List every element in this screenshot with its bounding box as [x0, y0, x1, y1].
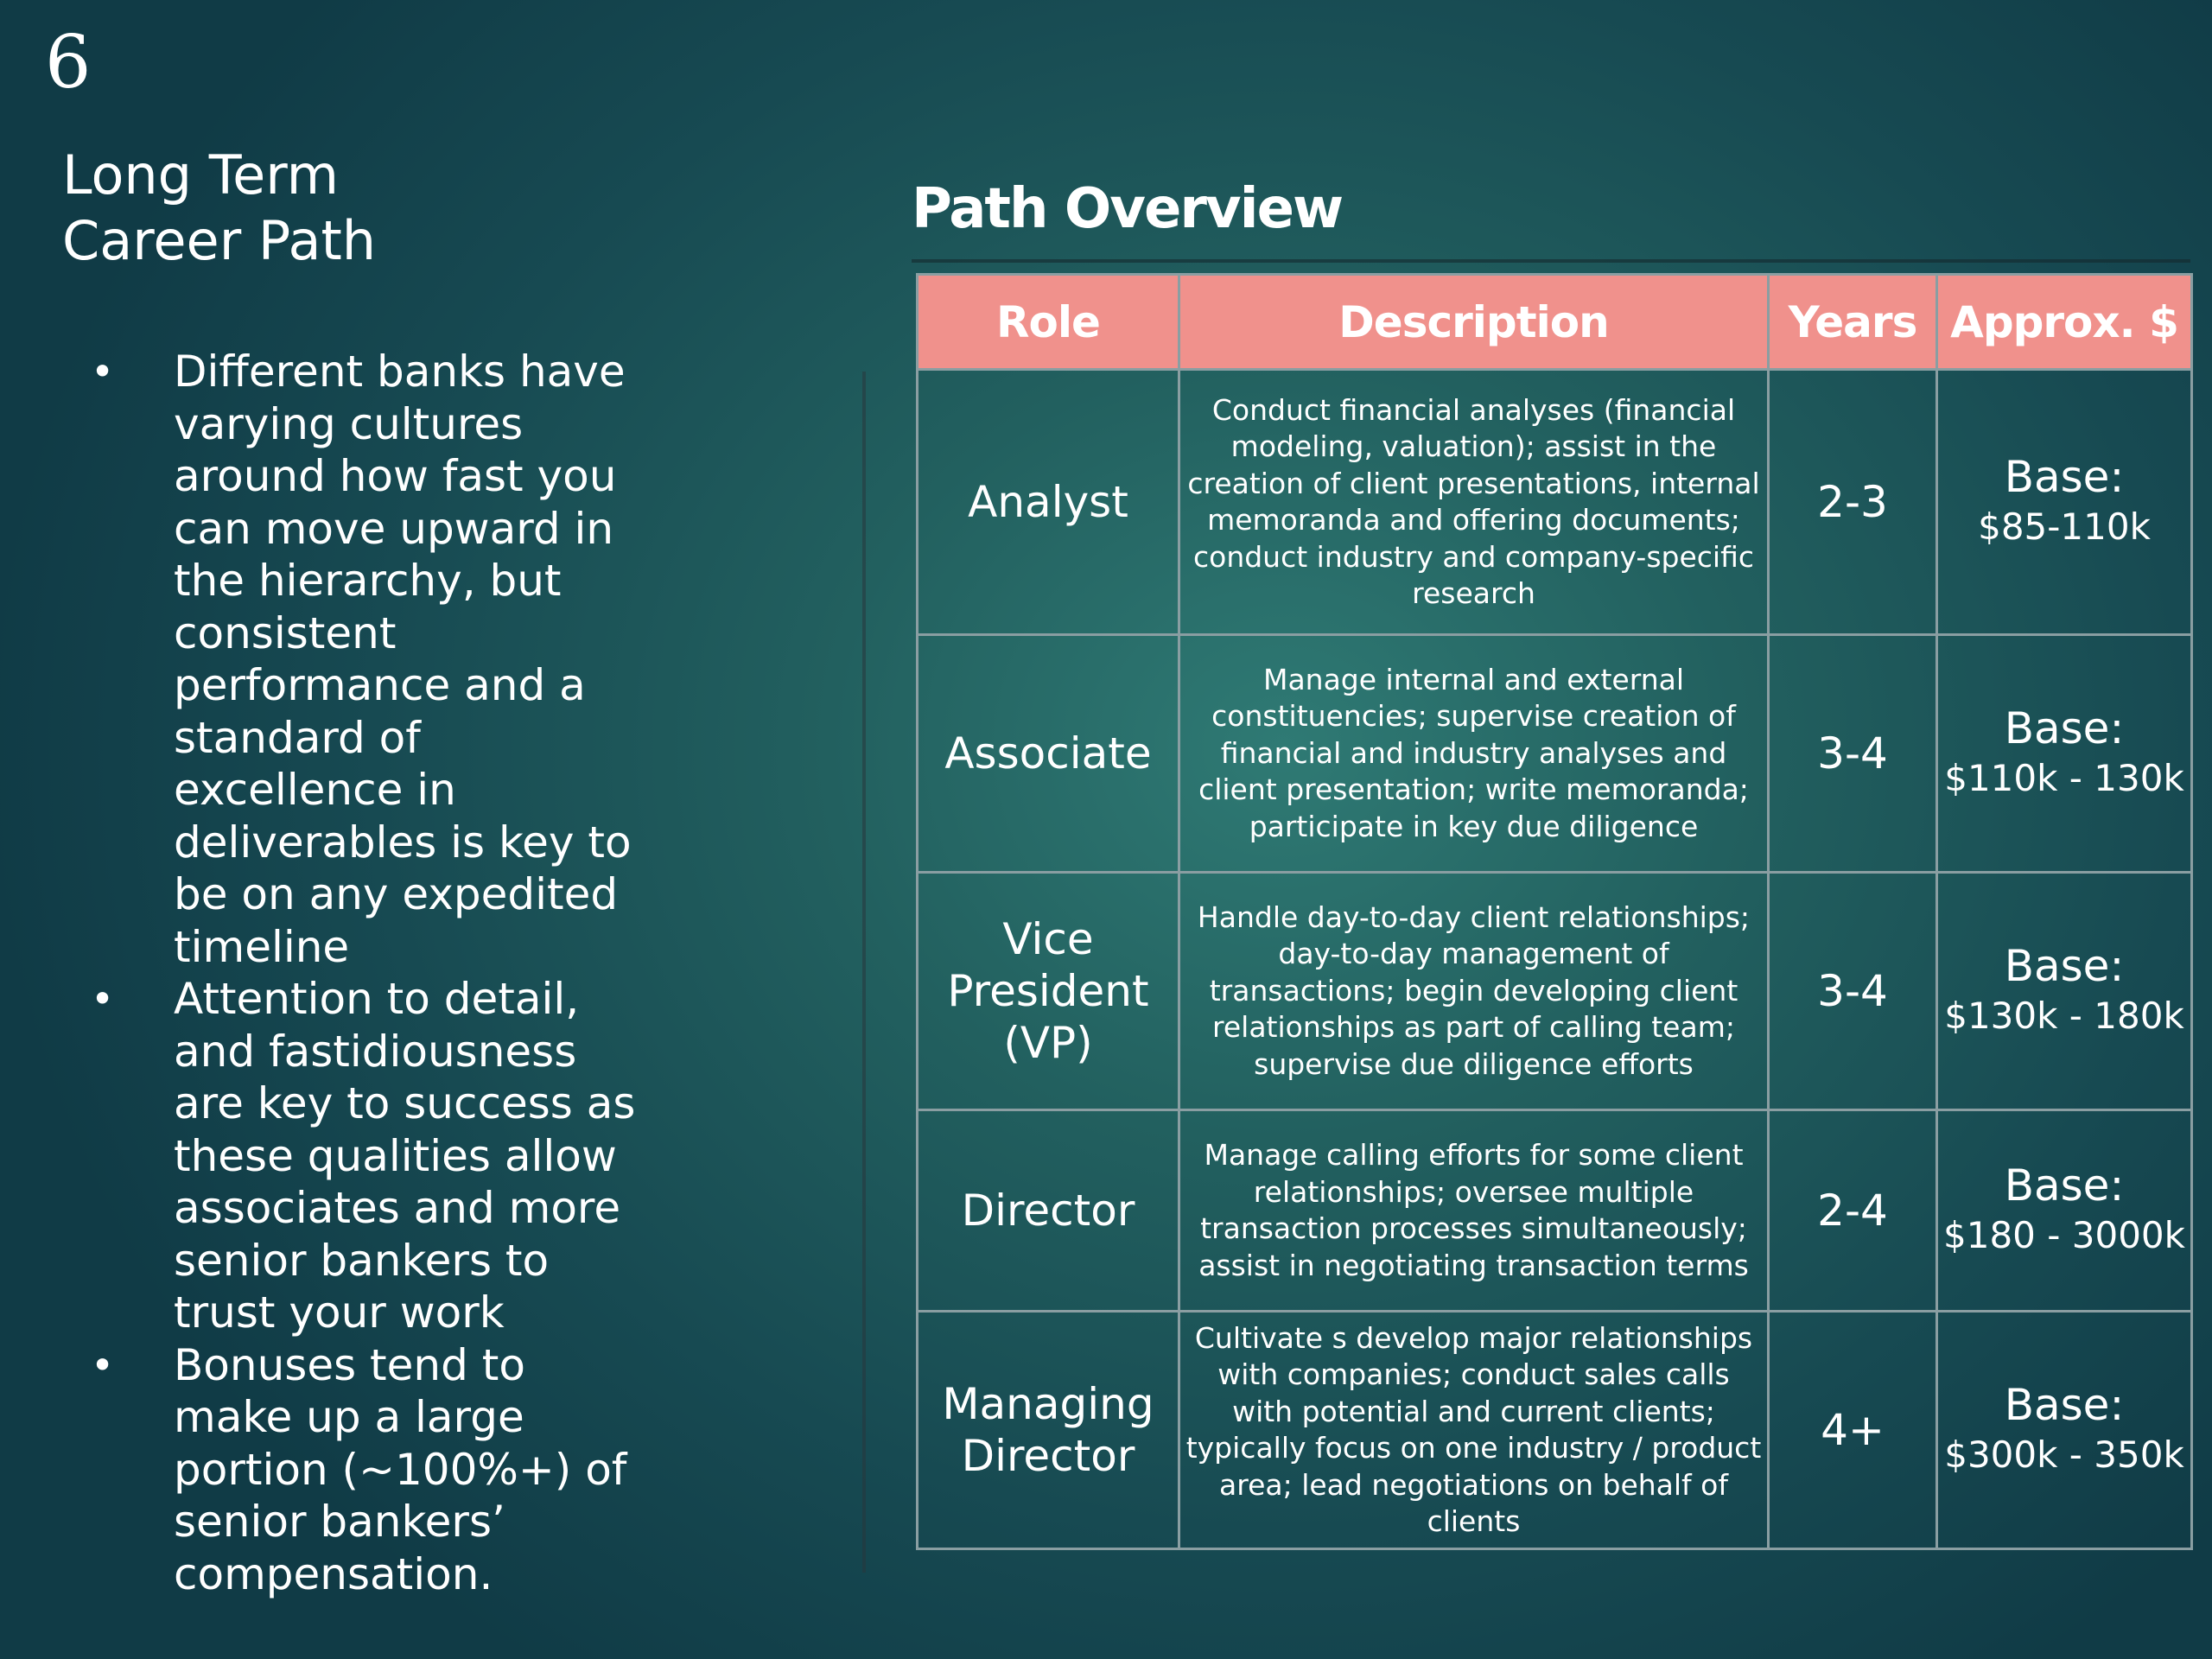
pay-label: Base: — [2004, 1160, 2125, 1211]
description-cell: Conduct financial analyses (financial modeling, valuation); assist in the creation of client presentations, internal memoranda and offering documents; conduct industry and company-specific research — [1179, 370, 1769, 635]
career-path-table — [916, 273, 2193, 1550]
bullet-list — [82, 346, 644, 1600]
pay-range: $85-110k — [1978, 505, 2151, 548]
pay-label: Base: — [2004, 1380, 2125, 1430]
table-heading: Path Overview — [912, 177, 1343, 241]
pay-label: Base: — [2004, 703, 2125, 753]
table-header-row — [918, 275, 2192, 370]
role-cell: Associate — [918, 635, 1179, 873]
table-row — [918, 1312, 2192, 1549]
table-row — [918, 1110, 2192, 1312]
table-row — [918, 873, 2192, 1110]
description-cell: Manage internal and external constituencies; supervise creation of financial and industry analyses and client presentation; write memoranda; participate in key due diligence — [1179, 635, 1769, 873]
pay-range: $110k - 130k — [1944, 757, 2184, 799]
role-cell: Vice President (VP) — [918, 873, 1179, 1110]
pay-cell — [1937, 370, 2192, 635]
years-cell: 3-4 — [1769, 873, 1937, 1110]
heading-rule — [912, 259, 2190, 263]
pay-label: Base: — [2004, 452, 2125, 502]
pay-label: Base: — [2004, 941, 2125, 991]
years-cell: 3-4 — [1769, 635, 1937, 873]
years-cell: 2-4 — [1769, 1110, 1937, 1312]
pay-range: $180 - 3000k — [1943, 1214, 2185, 1256]
pay-cell — [1937, 1110, 2192, 1312]
table-row — [918, 370, 2192, 635]
column-header-approx-pay: Approx. $ — [1937, 275, 2192, 370]
bullet-item: • Attention to detail, and fastidiousness are key to success as these qualities allow associates and more senior bankers to trust your work — [82, 973, 644, 1339]
role-cell: Analyst — [918, 370, 1179, 635]
slide-number: 6 — [45, 20, 92, 105]
column-header-description: Description — [1179, 275, 1769, 370]
pay-range: $130k - 180k — [1944, 995, 2184, 1037]
bullet-item: • Different banks have varying cultures around how fast you can move upward in the hierarchy, but consistent performance and a standard of excellence in deliverables is key to be on any expedited timeline — [82, 346, 644, 973]
years-cell: 4+ — [1769, 1312, 1937, 1549]
pay-cell — [1937, 635, 2192, 873]
description-cell: Cultivate s develop major relationships with companies; conduct sales calls with potential and current clients; typically focus on one industry / product area; lead negotiations on behalf of clients — [1179, 1312, 1769, 1549]
description-cell: Manage calling efforts for some client relationships; oversee multiple transaction processes simultaneously; assist in negotiating transaction terms — [1179, 1110, 1769, 1312]
slide-title-line: Long Term — [62, 143, 340, 207]
table-row — [918, 635, 2192, 873]
column-header-role: Role — [918, 275, 1179, 370]
description-cell: Handle day-to-day client relationships; day-to-day management of transactions; begin developing client relationships as part of calling team; supervise due diligence efforts — [1179, 873, 1769, 1110]
bullet-item: • Bonuses tend to make up a large portion (~100%+) of senior bankers’ compensation. — [82, 1339, 644, 1601]
role-cell: Director — [918, 1110, 1179, 1312]
role-cell: Managing Director — [918, 1312, 1179, 1549]
pay-cell — [1937, 1312, 2192, 1549]
years-cell: 2-3 — [1769, 370, 1937, 635]
pay-cell — [1937, 873, 2192, 1110]
column-header-years: Years — [1769, 275, 1937, 370]
pay-range: $300k - 350k — [1944, 1433, 2184, 1476]
slide-title — [62, 143, 376, 274]
slide-title-line: Career Path — [62, 209, 377, 272]
vertical-divider — [862, 372, 866, 1573]
